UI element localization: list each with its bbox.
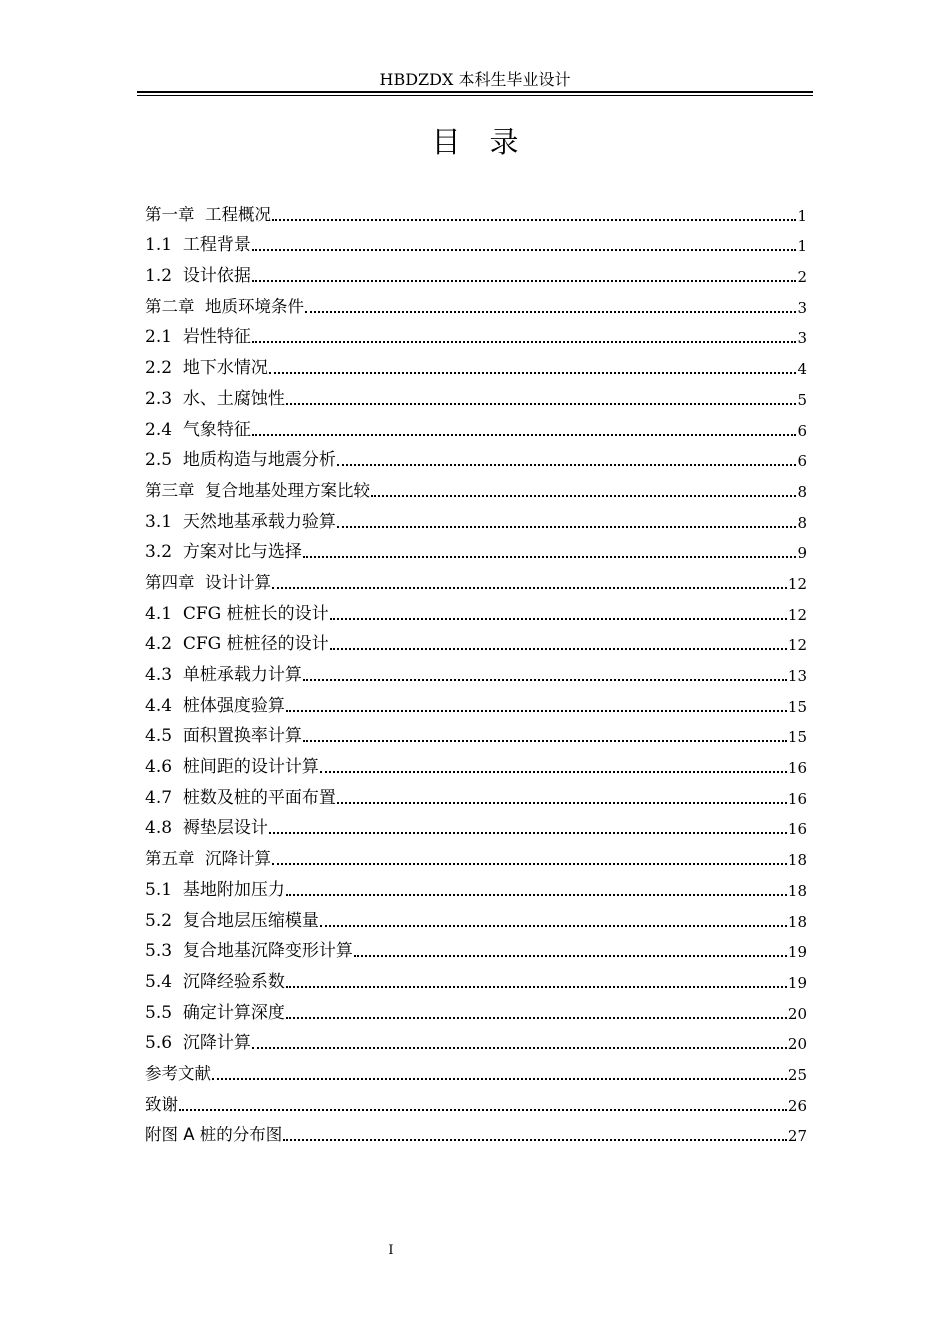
- toc-entry-page: 3: [797, 329, 807, 348]
- toc-leader-dots: [212, 1078, 787, 1080]
- toc-entry-page: 15: [787, 697, 807, 716]
- toc-leader-dots: [320, 925, 787, 927]
- toc-leader-dots: [272, 587, 787, 589]
- toc-section-entry[interactable]: [145, 503, 807, 534]
- toc-entry-page: 16: [787, 789, 807, 808]
- table-of-contents: [145, 196, 807, 1147]
- toc-entry-label: 第四章 设计计算: [145, 572, 271, 592]
- toc-leader-dots: [303, 556, 797, 558]
- toc-leader-dots: [269, 372, 797, 374]
- toc-entry-label: 第一章 工程概况: [145, 204, 271, 224]
- toc-leader-dots: [286, 986, 787, 988]
- toc-leader-dots: [283, 1139, 787, 1141]
- toc-entry-label: 4.4 桩体强度验算: [145, 695, 285, 716]
- toc-section-entry[interactable]: [145, 933, 807, 964]
- toc-entry-page: 13: [787, 667, 807, 685]
- toc-section-entry[interactable]: [145, 748, 807, 779]
- toc-entry-page: 12: [787, 605, 807, 624]
- toc-entry-label: 5.2 复合地层压缩模量: [145, 910, 319, 931]
- toc-entry-page: 12: [787, 636, 807, 655]
- toc-leader-dots: [303, 679, 787, 681]
- toc-entry-page: 15: [787, 728, 807, 747]
- toc-leader-dots: [330, 618, 787, 620]
- page-number: I: [388, 1243, 394, 1258]
- toc-section-entry[interactable]: [145, 442, 807, 473]
- toc-entry-label: 5.5 确定计算深度: [145, 1002, 285, 1023]
- toc-entry-label: 参考文献: [145, 1063, 211, 1083]
- toc-section-entry[interactable]: [145, 656, 807, 687]
- toc-entry-page: 18: [787, 912, 807, 931]
- toc-entry-label: 1.1 工程背景: [145, 235, 251, 256]
- toc-entry-label: 2.1 岩性特征: [145, 327, 251, 348]
- toc-leader-dots: [272, 863, 787, 865]
- toc-entry-page: 1: [797, 237, 807, 256]
- toc-leader-dots: [269, 832, 787, 834]
- toc-entry-page: 25: [787, 1065, 807, 1084]
- toc-entry-label: 4.6 桩间距的设计计算: [145, 757, 319, 778]
- toc-entry-label: 3.2 方案对比与选择: [145, 542, 302, 563]
- toc-entry-label: 2.4 气象特征: [145, 419, 251, 440]
- toc-entry-page: 27: [787, 1127, 807, 1146]
- toc-entry-page: 26: [787, 1096, 807, 1115]
- toc-section-entry[interactable]: [145, 411, 807, 442]
- toc-section-entry[interactable]: [145, 257, 807, 288]
- toc-entry-label: 4.3 单桩承载力计算: [145, 665, 302, 685]
- toc-leader-dots: [272, 219, 796, 221]
- toc-section-entry[interactable]: [145, 1025, 807, 1056]
- toc-entry-page: 12: [787, 574, 807, 593]
- toc-leader-dots: [252, 341, 797, 343]
- toc-entry-page: 1: [797, 206, 807, 225]
- toc-leader-dots: [179, 1109, 787, 1111]
- toc-section-entry[interactable]: [145, 963, 807, 994]
- toc-entry-page: 3: [797, 298, 807, 317]
- toc-entry-label: 4.8 褥垫层设计: [145, 818, 268, 839]
- toc-entry-page: 19: [787, 973, 807, 992]
- toc-section-entry[interactable]: [145, 902, 807, 933]
- toc-entry-label: 第五章 沉降计算: [145, 849, 271, 869]
- toc-entry-page: 2: [797, 268, 807, 287]
- toc-section-entry[interactable]: [145, 779, 807, 810]
- toc-entry-label: 4.7 桩数及桩的平面布置: [145, 787, 336, 808]
- toc-section-entry[interactable]: [145, 319, 807, 350]
- toc-entry-page: 18: [787, 881, 807, 900]
- toc-section-entry[interactable]: [145, 994, 807, 1025]
- toc-leader-dots: [337, 526, 797, 528]
- toc-section-entry[interactable]: [145, 810, 807, 841]
- toc-chapter-entry[interactable]: [145, 288, 807, 319]
- toc-chapter-entry[interactable]: [145, 196, 807, 227]
- toc-chapter-entry[interactable]: [145, 1086, 807, 1117]
- toc-leader-dots: [286, 894, 787, 896]
- toc-entry-page: 8: [797, 482, 807, 501]
- toc-entry-label: 5.6 沉降计算: [145, 1033, 251, 1054]
- toc-section-entry[interactable]: [145, 534, 807, 565]
- toc-entry-page: 20: [787, 1035, 807, 1054]
- toc-entry-label: 4.1 CFG 桩桩长的设计: [145, 603, 329, 624]
- toc-leader-dots: [305, 311, 796, 313]
- toc-chapter-entry[interactable]: [145, 1117, 807, 1148]
- page-header: HBDZDX 本科生毕业设计: [379, 70, 571, 89]
- toc-leader-dots: [252, 1047, 787, 1049]
- toc-leader-dots: [252, 434, 797, 436]
- toc-entry-page: 4: [797, 360, 807, 379]
- toc-leader-dots: [286, 710, 787, 712]
- toc-entry-label: 1.2 设计依据: [145, 266, 251, 287]
- toc-chapter-entry[interactable]: [145, 1055, 807, 1086]
- toc-entry-label: 5.1 基地附加压力: [145, 879, 285, 900]
- toc-entry-page: 5: [797, 390, 807, 409]
- toc-entry-page: 9: [797, 544, 807, 563]
- toc-leader-dots: [252, 280, 797, 282]
- header-rule-thin: [137, 95, 813, 96]
- toc-leader-dots: [286, 1017, 787, 1019]
- header-rule-thick: [137, 91, 813, 93]
- toc-entry-label: 4.5 面积置换率计算: [145, 726, 302, 747]
- toc-entry-page: 20: [787, 1004, 807, 1023]
- toc-entry-page: 8: [797, 513, 807, 532]
- toc-entry-label: 5.4 沉降经验系数: [145, 971, 285, 992]
- toc-leader-dots: [286, 403, 797, 405]
- toc-leader-dots: [337, 464, 797, 466]
- toc-entry-page: 6: [797, 452, 807, 471]
- toc-entry-page: 18: [787, 851, 807, 870]
- toc-entry-label: 3.1 天然地基承载力验算: [145, 511, 336, 532]
- toc-entry-page: 6: [797, 421, 807, 440]
- toc-entry-label: 附图 A 桩的分布图: [145, 1125, 283, 1145]
- toc-leader-dots: [330, 648, 787, 650]
- toc-section-entry[interactable]: [145, 380, 807, 411]
- toc-entry-label: 2.3 水、土腐蚀性: [145, 388, 285, 409]
- toc-entry-label: 2.5 地质构造与地震分析: [145, 450, 336, 471]
- toc-entry-page: 16: [787, 820, 807, 839]
- toc-entry-label: 致谢: [145, 1094, 178, 1114]
- toc-leader-dots: [303, 740, 787, 742]
- toc-entry-label: 第三章 复合地基处理方案比较: [145, 480, 370, 500]
- toc-leader-dots: [371, 495, 796, 497]
- toc-entry-page: 19: [787, 943, 807, 962]
- toc-section-entry[interactable]: [145, 595, 807, 626]
- toc-entry-label: 第二章 地质环境条件: [145, 296, 304, 316]
- toc-leader-dots: [320, 771, 787, 773]
- toc-leader-dots: [252, 249, 797, 251]
- toc-section-entry[interactable]: [145, 349, 807, 380]
- toc-section-entry[interactable]: [145, 687, 807, 718]
- toc-section-entry[interactable]: [145, 871, 807, 902]
- toc-entry-label: 2.2 地下水情况: [145, 358, 268, 379]
- toc-chapter-entry[interactable]: [145, 472, 807, 503]
- toc-leader-dots: [337, 802, 787, 804]
- toc-section-entry[interactable]: [145, 626, 807, 657]
- toc-chapter-entry[interactable]: [145, 564, 807, 595]
- toc-chapter-entry[interactable]: [145, 840, 807, 871]
- toc-entry-label: 4.2 CFG 桩桩径的设计: [145, 634, 329, 655]
- toc-entry-page: 16: [787, 759, 807, 778]
- toc-leader-dots: [354, 955, 787, 957]
- toc-section-entry[interactable]: [145, 718, 807, 749]
- page-title: 目 录: [431, 125, 519, 159]
- toc-entry-label: 5.3 复合地基沉降变形计算: [145, 941, 353, 962]
- toc-section-entry[interactable]: [145, 227, 807, 258]
